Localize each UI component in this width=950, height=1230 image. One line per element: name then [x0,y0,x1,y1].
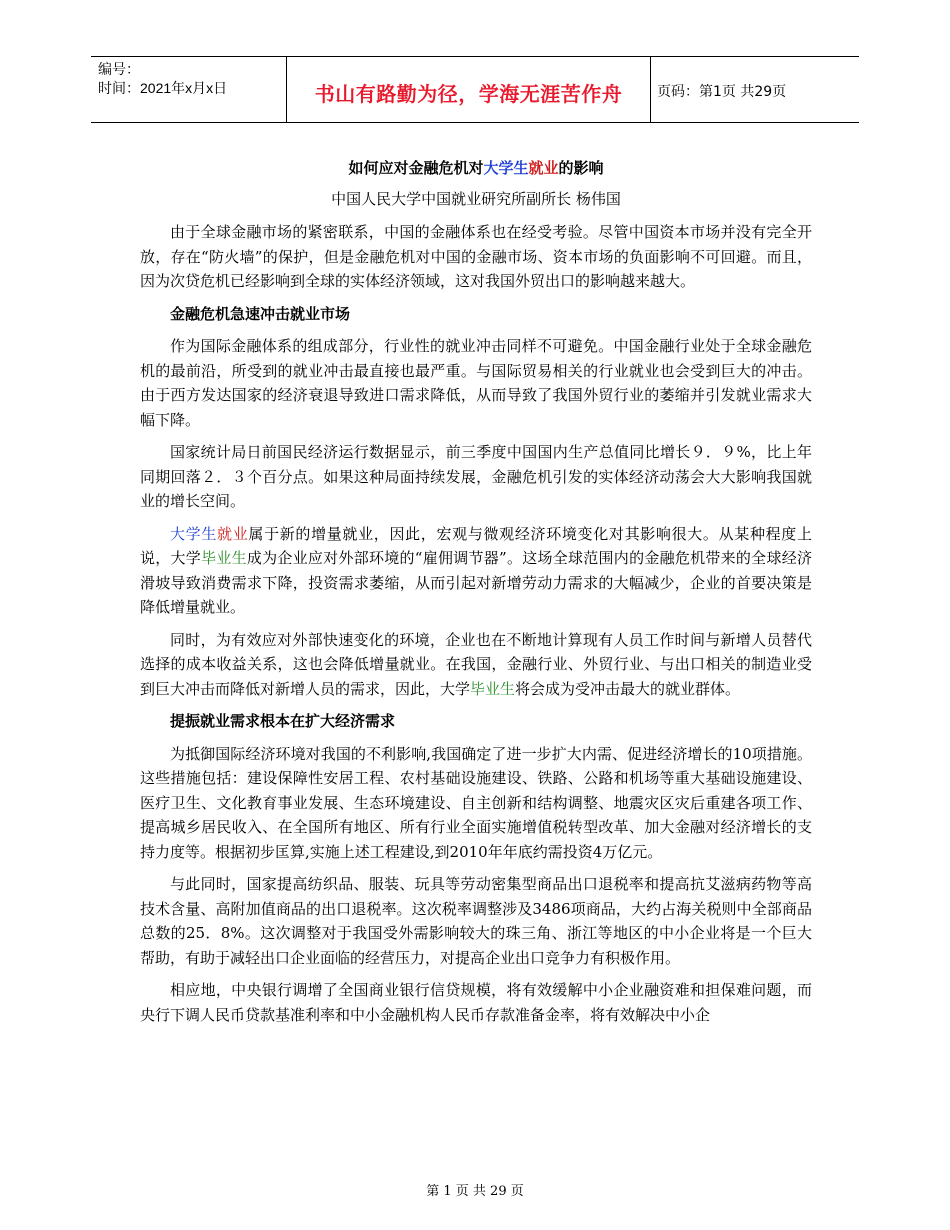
title-keyword-students[interactable]: 大学生 [483,159,529,177]
header-top-rule [91,56,859,57]
paragraph-4-text-a: 属于新的增量就业，因此，宏观与微观经济环境变化对其影响很大。从某种程度上说，大学 [140,524,812,567]
header-motto: 书山有路勤为径，学海无涯苦作舟 [314,82,623,106]
section-heading-2: 提振就业需求根本在扩大经济需求 [170,712,396,730]
paragraph-5-text-b: 将会成为受冲击最大的就业群体。 [515,679,741,698]
header-bottom-rule [91,122,859,123]
header-number-label: 编号： [98,61,140,77]
header-divider-right [650,56,651,122]
header-date-label: 时间：2021年x月x日 [98,80,228,96]
paragraph-2: 作为国际金融体系的组成部分，行业性的就业冲击同样不可避免。中国金融行业处于全球金融危机的最前沿，所受到的就业冲击最直接也最严重。与国际贸易相关的行业就业也会受到巨大的冲击。由于西方发达国家的经济衰退导致进口需求降低，从而导致了我国外贸行业的萎缩并引发就业需求大幅下降。 [140,337,812,429]
article-byline: 中国人民大学中国就业研究所副所长 杨伟国 [331,190,621,208]
paragraph-5 [140,628,812,702]
page-footer: 第 1 页 共 29 页 [426,1184,524,1199]
paragraph-8: 相应地，中央银行调增了全国商业银行信贷规模，将有效缓解中小企业融资难和担保难问题，而央行下调人民币贷款基准利率和中小金融机构人民币存款准备金率，将有效解决中小企 [140,981,812,1024]
paragraph-3: 国家统计局日前国民经济运行数据显示，前三季度中国国内生产总值同比增长９．９%，比上年同期回落２．３个百分点。如果这种局面持续发展，金融危机引发的实体经济动荡会大大影响我国就业的增长空间。 [140,443,812,510]
paragraph-1: 由于全球金融市场的紧密联系，中国的金融体系也在经受考验。尽管中国资本市场并没有完全开放，存在“防火墙”的保护，但是金融危机对中国的金融市场、资本市场的负面影响不可回避。而且，因为次贷危机已经影响到全球的实体经济领域，这对我国外贸出口的影响越来越大。 [140,223,812,290]
section-heading-1: 金融危机急速冲击就业市场 [170,304,351,323]
paragraph-4-text-b: 成为企业应对外部环境的“雇佣调节器”。这场全球范围内的金融危机带来的全球经济滑坡导致消费需求下降，投资需求萎缩，从而引起对新增劳动力需求的大幅减少，企业的首要决策是降低增量就业。 [140,549,812,616]
title-text-2: 的影响 [558,159,604,177]
article-body [140,220,812,1035]
paragraph-5-text-a: 同时，为有效应对外部快速变化的环境，企业也在不断地计算现有人员工作时间与新增人员替代选择的成本收益关系，这也会降低增量就业。在我国，金融行业、外贸行业、与出口相关的制造业受到巨大冲击而降低对新增人员的需求，因此，大学 [140,630,812,698]
keyword-link-students[interactable]: 大学生 [170,524,218,543]
header-page-info: 页码：第1页 共29页 [657,84,787,100]
header-meta [98,60,227,98]
keyword-link-graduates-2[interactable]: 毕业生 [470,679,516,698]
article-title [170,157,782,178]
paragraph-4 [140,522,812,620]
paragraph-7: 与此同时，国家提高纺织品、服装、玩具等劳动密集型商品出口退税率和提高抗艾滋病药物等高技术含量、高附加值商品的出口退税率。这次税率调整涉及3486项商品，大约占海关税则中全部商品总数的25．8%。这次调整对于我国受外需影响较大的珠三角、浙江等地区的中小企业将是一个巨大帮助，有助于减轻出口企业面临的经营压力，对提高企业出口竞争力有积极作用。 [140,875,812,967]
paragraph-6: 为抵御国际经济环境对我国的不利影响,我国确定了进一步扩大内需、促进经济增长的10项措施。这些措施包括：建设保障性安居工程、农村基础设施建设、铁路、公路和机场等重大基础设施建设、医疗卫生、文化教育事业发展、生态环境建设、自主创新和结构调整、地震灾区灾后重建各项工作、提高城乡居民收入、在全国所有地区、所有行业全面实施增值税转型改革、加大金融对经济增长的支持力度等。根据初步匡算,实施上述工程建设,到2010年年底约需投资4万亿元。 [140,744,812,861]
title-text-1: 如何应对金融危机对 [348,159,484,177]
title-keyword-employment[interactable]: 就业 [528,159,559,177]
keyword-link-graduates[interactable]: 毕业生 [201,549,247,567]
keyword-link-employment[interactable]: 就业 [217,524,249,543]
